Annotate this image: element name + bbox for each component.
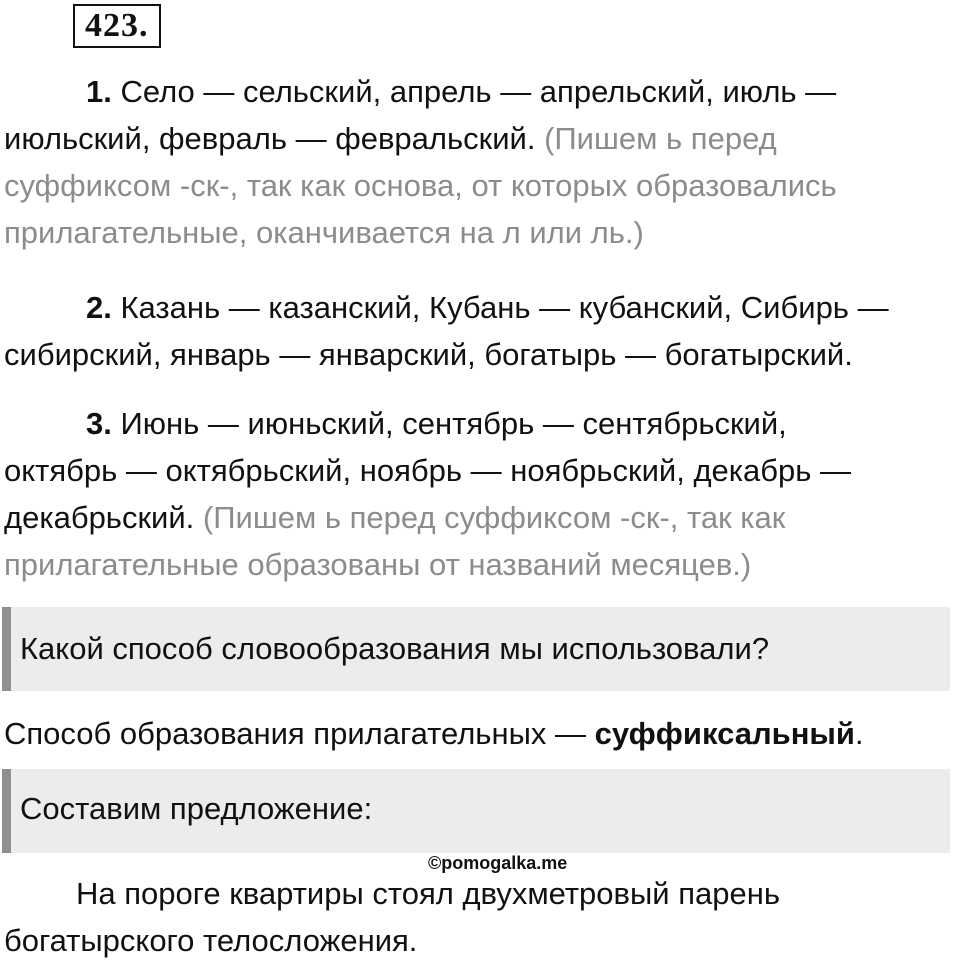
item-1-text-1: Село — сельский, апрель — апрельский, июль —: [120, 74, 837, 109]
question-2-text: Составим предложение:: [20, 791, 373, 826]
question-1-text: Какой способ словообразования мы использовали?: [20, 631, 770, 666]
item-3-text-1: Июнь — июньский, сентябрь — сентябрьский,: [120, 406, 787, 441]
item-2-line-2: сибирский, январь — январский, богатырь — богатырский.: [4, 337, 853, 372]
item-1-note-line-1: суффиксом -ск-, так как основа, от которых образовались: [4, 168, 837, 203]
task-number: 423.: [73, 4, 161, 48]
item-1-text-2: июльский, февраль — февральский.: [4, 121, 536, 156]
question-box-1: [2, 607, 950, 691]
item-1-note-line-2: прилагательные, оканчивается на л или ль.): [4, 215, 644, 250]
answer-prefix: Способ образования прилагательных —: [4, 716, 595, 751]
item-2-line-1: [4, 284, 956, 331]
item-3-line-2: октябрь — октябрьский, ноябрь — ноябрьский, декабрь —: [4, 453, 852, 488]
item-3-note-line-1: прилагательные образованы от названий месяцев.): [4, 547, 752, 582]
example-sentence: [4, 870, 780, 964]
item-3-line-3: [4, 494, 956, 541]
watermark: ©pomogalka.me: [428, 853, 568, 873]
item-3-line-1: [4, 400, 956, 447]
item-3-number: 3.: [86, 406, 112, 441]
answer-item-3: [4, 400, 956, 588]
answer-suffix: .: [854, 716, 864, 751]
item-2-number: 2.: [86, 290, 112, 325]
item-1-number: 1.: [86, 74, 112, 109]
item-1-line-1: [4, 68, 956, 115]
answer-item-1: [4, 68, 956, 256]
question-box-2: [2, 769, 950, 853]
item-2-text-1: Казань — казанский, Кубань — кубанский, Сибирь —: [120, 290, 889, 325]
answer-item-2: [4, 284, 956, 378]
sentence-line-1: На пороге квартиры стоял двухметровый парень: [76, 876, 780, 911]
item-1-line-2: [4, 115, 956, 162]
item-3-note-start: (Пишем ь перед суффиксом -ск-, так как: [202, 500, 786, 535]
item-3-text-3: декабрьский.: [4, 500, 195, 535]
sentence-line-2: богатырского телосложения.: [4, 923, 418, 958]
item-1-note-start: (Пишем ь перед: [544, 121, 777, 156]
answer-line: [4, 710, 864, 757]
answer-bold: суффиксальный: [594, 716, 855, 751]
